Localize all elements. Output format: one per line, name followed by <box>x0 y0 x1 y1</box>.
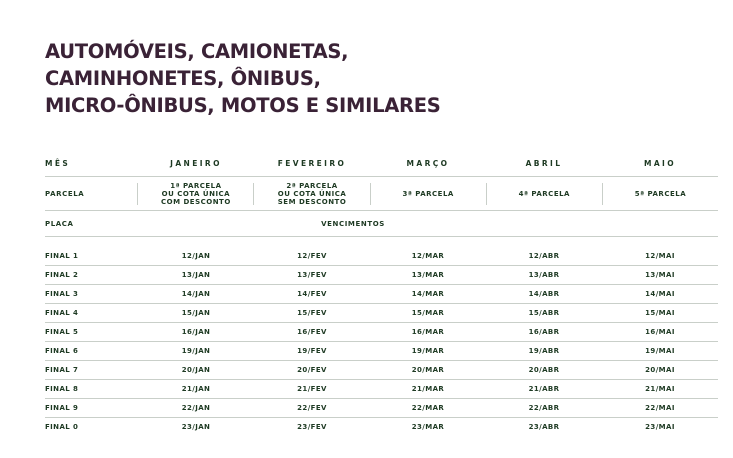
data-rows <box>45 247 718 436</box>
parcela-line: 4ª PARCELA <box>518 189 570 198</box>
due-date-cell: 21/MAR <box>411 385 445 393</box>
month-header: FEVEREIRO <box>277 158 347 168</box>
placa-final: FINAL 1 <box>45 252 79 260</box>
placa-final: FINAL 7 <box>45 366 79 374</box>
due-date-cell: 23/ABR <box>528 423 560 431</box>
due-date-cell: 20/MAR <box>411 366 445 374</box>
due-date-cell: 21/JAN <box>181 385 211 393</box>
parcela-line: COM DESCONTO <box>160 197 231 206</box>
parcela-line: OU COTA ÚNICA <box>277 189 347 198</box>
due-date-cell: 22/FEV <box>297 404 327 412</box>
due-date-cell: 23/FEV <box>297 423 327 431</box>
due-date-cell: 13/JAN <box>181 271 211 279</box>
table-row <box>45 266 718 285</box>
due-date-cell: 19/JAN <box>181 347 211 355</box>
parcela-line: 1ª PARCELA <box>170 181 222 190</box>
due-date-cell: 14/MAI <box>645 290 675 298</box>
due-date-cell: 12/MAI <box>645 252 675 260</box>
due-date-cell: 15/ABR <box>528 309 560 317</box>
due-date-cell: 14/MAR <box>411 290 445 298</box>
due-date-cell: 16/FEV <box>297 328 327 336</box>
due-date-cell: 23/MAR <box>411 423 445 431</box>
due-date-cell: 15/MAR <box>411 309 445 317</box>
due-date-cell: 19/MAR <box>411 347 445 355</box>
due-date-cell: 14/ABR <box>528 290 560 298</box>
spacer <box>45 237 718 247</box>
due-date-cell: 19/FEV <box>297 347 327 355</box>
due-date-cell: 22/JAN <box>181 404 211 412</box>
due-date-cell: 22/MAI <box>645 404 675 412</box>
table-row <box>45 380 718 399</box>
due-date-cell: 23/MAI <box>645 423 675 431</box>
table-row <box>45 399 718 418</box>
title-line: MICRO-ÔNIBUS, MOTOS E SIMILARES <box>45 94 441 117</box>
parcela-row <box>45 177 718 211</box>
due-date-cell: 13/MAR <box>411 271 445 279</box>
due-date-cell: 16/MAR <box>411 328 445 336</box>
due-date-cell: 20/ABR <box>528 366 560 374</box>
due-date-cell: 13/ABR <box>528 271 560 279</box>
placa-final: FINAL 2 <box>45 271 79 279</box>
due-date-cell: 16/JAN <box>181 328 211 336</box>
placa-label: PLACA <box>45 219 74 228</box>
parcela-line: 5ª PARCELA <box>634 189 687 198</box>
due-date-cell: 12/FEV <box>297 252 327 260</box>
schedule-table <box>45 150 718 436</box>
parcela-label: PARCELA <box>45 189 85 198</box>
parcela-line: 3ª PARCELA <box>402 189 454 198</box>
table-row <box>45 418 718 436</box>
due-date-cell: 12/JAN <box>181 252 211 260</box>
due-date-cell: 16/MAI <box>645 328 675 336</box>
table-row <box>45 304 718 323</box>
parcela-line: SEM DESCONTO <box>277 197 347 206</box>
page-title <box>45 38 440 119</box>
due-date-cell: 20/FEV <box>297 366 327 374</box>
month-header-row <box>45 150 718 177</box>
due-date-cell: 15/FEV <box>297 309 327 317</box>
due-date-cell: 21/MAI <box>645 385 675 393</box>
month-header: MARÇO <box>406 158 450 168</box>
due-date-cell: 22/ABR <box>528 404 560 412</box>
due-date-cell: 20/MAI <box>645 366 675 374</box>
placa-final: FINAL 5 <box>45 328 79 336</box>
parcela-cell <box>253 183 369 205</box>
vencimentos-label: VENCIMENTOS <box>321 219 385 228</box>
month-header: MAIO <box>643 158 677 168</box>
due-date-cell: 15/JAN <box>181 309 211 317</box>
parcela-cell <box>370 183 486 205</box>
due-date-cell: 16/ABR <box>528 328 560 336</box>
title-line: AUTOMÓVEIS, CAMIONETAS, <box>45 40 349 63</box>
due-date-cell: 20/JAN <box>181 366 211 374</box>
placa-row <box>45 211 718 237</box>
due-date-cell: 19/ABR <box>528 347 560 355</box>
parcela-cell <box>602 183 718 205</box>
parcela-cell <box>486 183 602 205</box>
table-row <box>45 342 718 361</box>
due-date-cell: 15/MAI <box>645 309 675 317</box>
due-date-cell: 21/FEV <box>297 385 327 393</box>
parcela-line: 2ª PARCELA <box>286 181 338 190</box>
table-row <box>45 285 718 304</box>
due-date-cell: 13/FEV <box>297 271 327 279</box>
table-row <box>45 323 718 342</box>
table-row <box>45 247 718 266</box>
month-header: ABRIL <box>525 158 563 168</box>
due-date-cell: 21/ABR <box>528 385 560 393</box>
due-date-cell: 22/MAR <box>411 404 445 412</box>
due-date-cell: 13/MAI <box>645 271 675 279</box>
placa-final: FINAL 6 <box>45 347 79 355</box>
due-date-cell: 12/MAR <box>411 252 445 260</box>
month-label: MÊS <box>45 158 71 168</box>
due-date-cell: 14/JAN <box>181 290 211 298</box>
placa-final: FINAL 0 <box>45 423 79 431</box>
title-line: CAMINHONETES, ÔNIBUS, <box>45 67 321 90</box>
table-row <box>45 361 718 380</box>
parcela-line: OU COTA ÚNICA <box>161 189 231 198</box>
placa-final: FINAL 4 <box>45 309 79 317</box>
parcela-cell <box>137 183 253 205</box>
due-date-cell: 14/FEV <box>297 290 327 298</box>
placa-final: FINAL 3 <box>45 290 79 298</box>
placa-final: FINAL 8 <box>45 385 79 393</box>
month-header: JANEIRO <box>170 158 222 168</box>
placa-final: FINAL 9 <box>45 404 79 412</box>
due-date-cell: 12/ABR <box>528 252 560 260</box>
due-date-cell: 19/MAI <box>645 347 675 355</box>
due-date-cell: 23/JAN <box>181 423 211 431</box>
